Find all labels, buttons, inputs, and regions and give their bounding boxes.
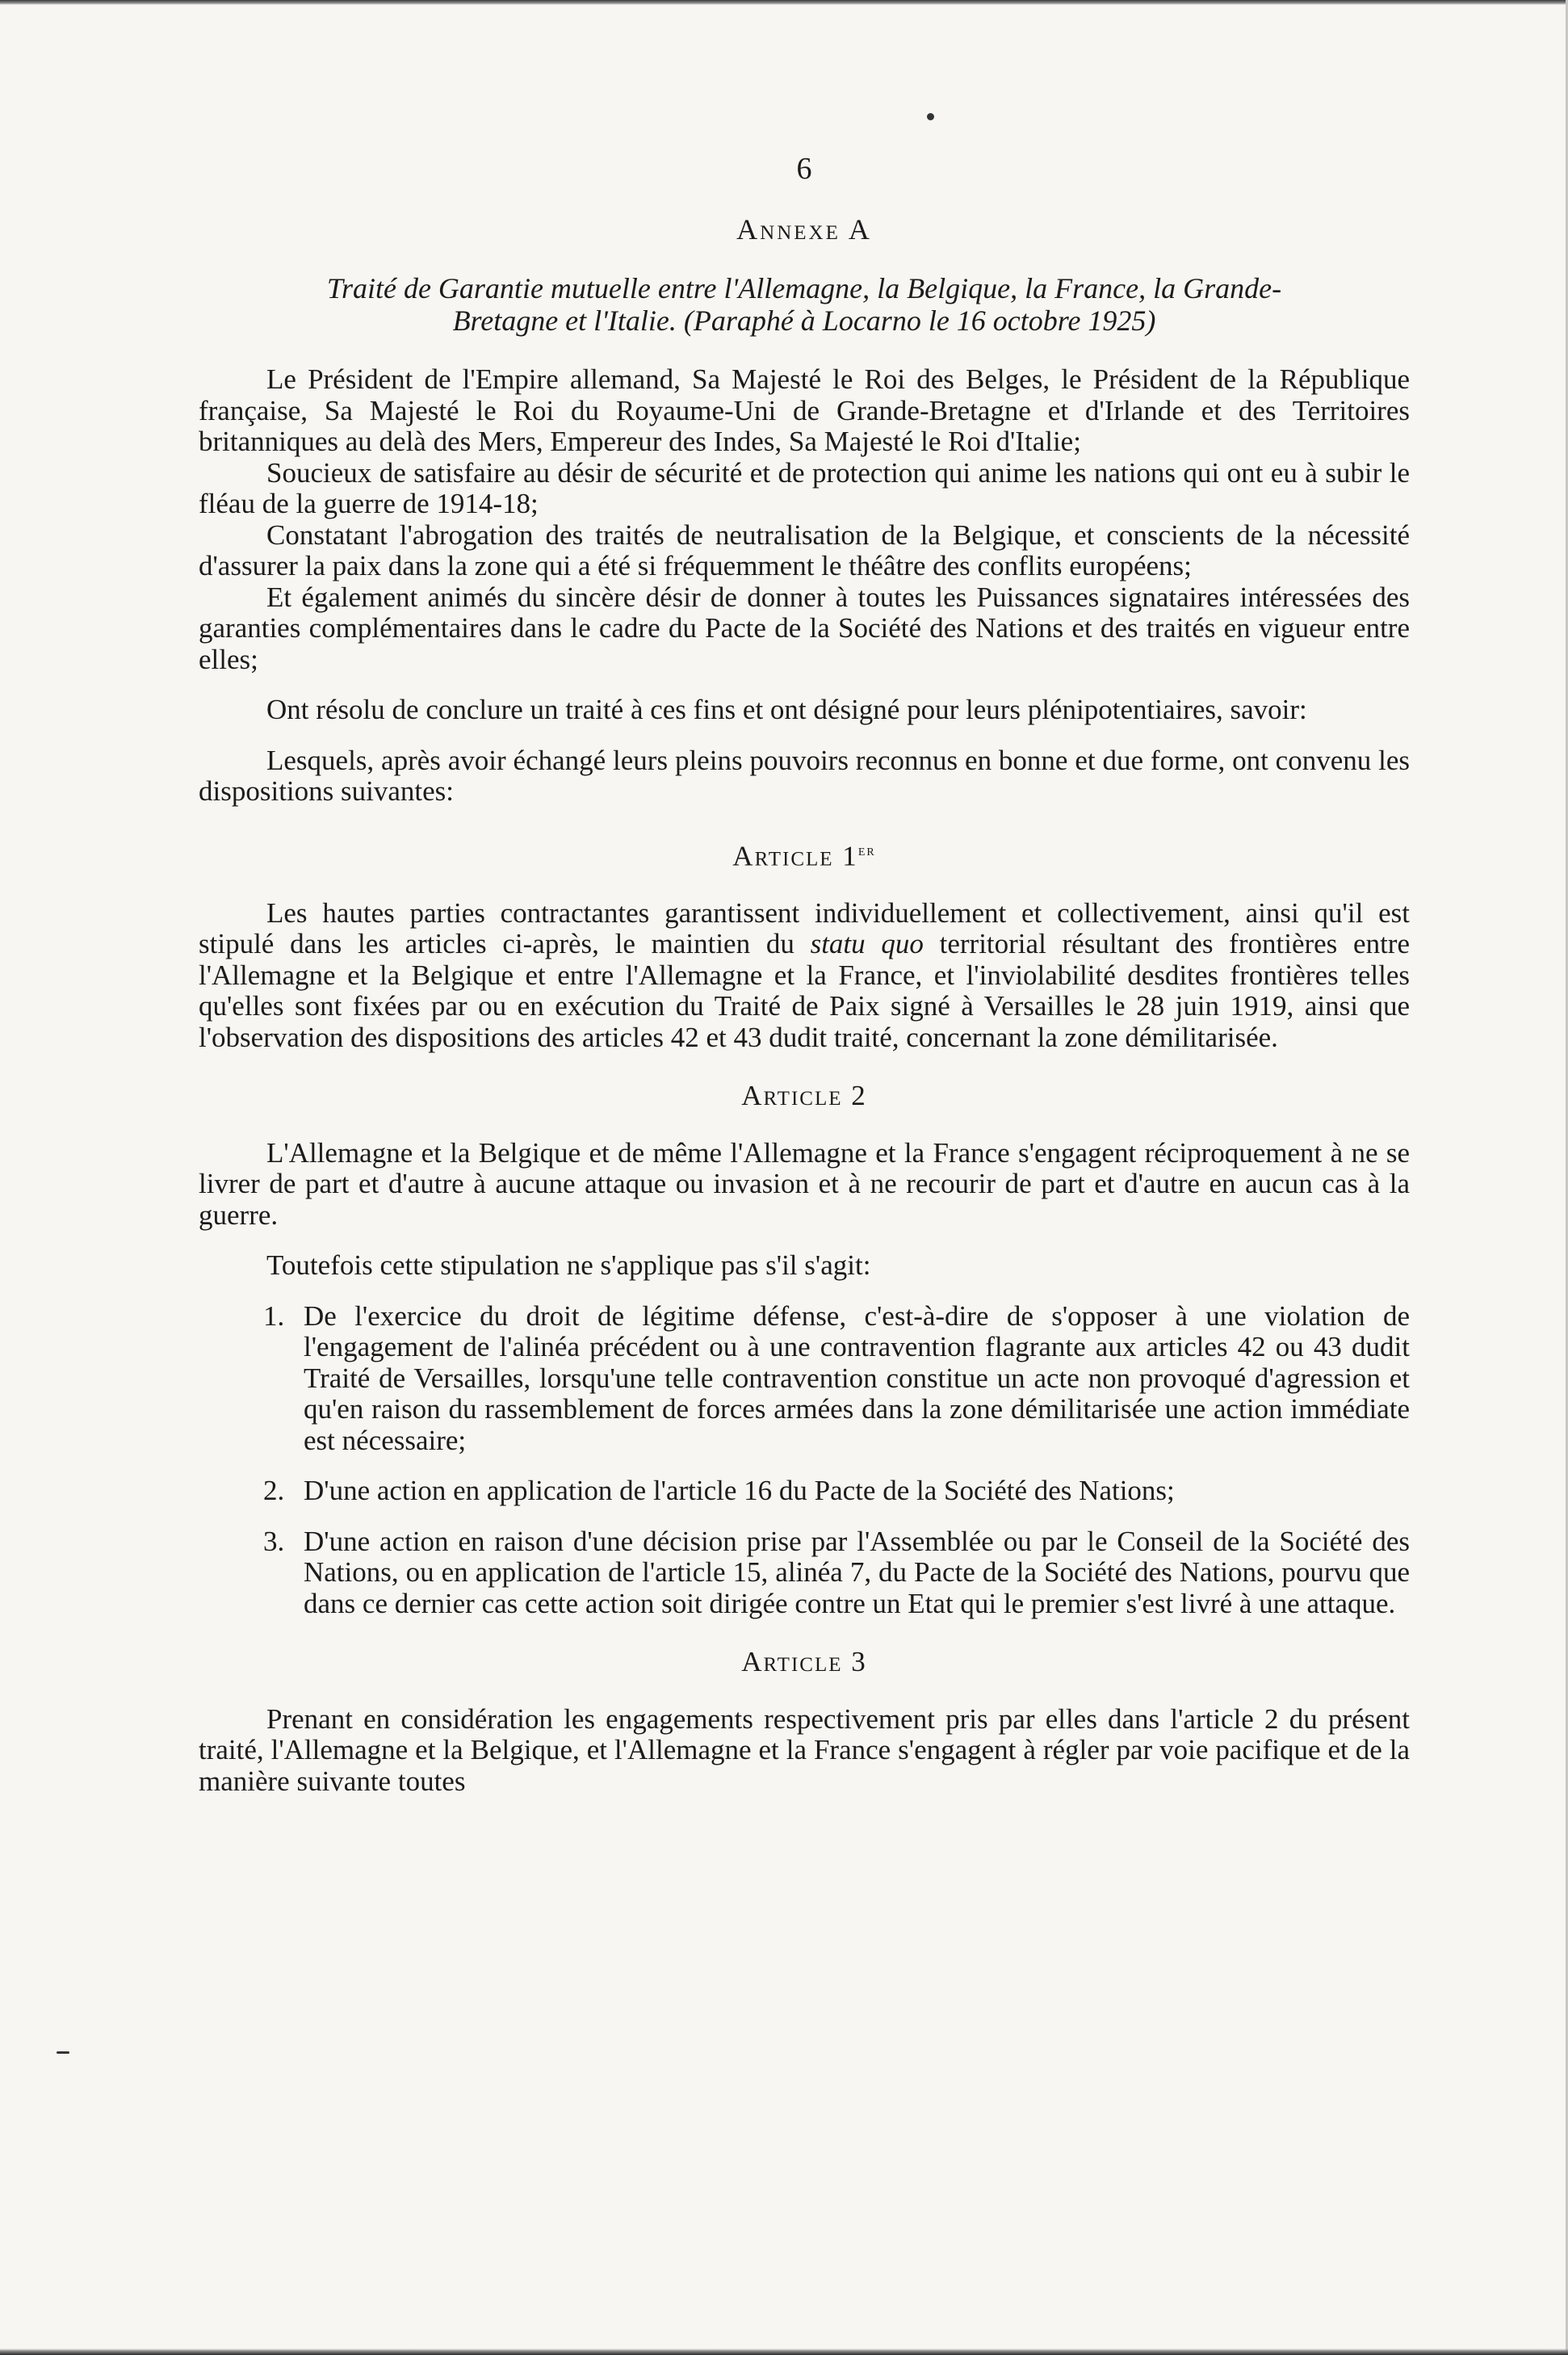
article-2 xyxy=(199,1081,1410,1619)
treaty-title xyxy=(199,272,1410,337)
preamble xyxy=(199,364,1410,808)
proviso-number: 3. xyxy=(263,1525,285,1557)
scan-speck xyxy=(927,113,934,120)
preamble-paragraph: Et également animés du sincère désir de donner à toutes les Puissances signataires intéressées des garanties complémentaires dans le cadre du Pacte de la Société des Nations et des traités en vigueur entre elles; xyxy=(199,581,1410,675)
scan-speck xyxy=(57,2051,69,2054)
article-text-italic: statu quo xyxy=(810,928,924,960)
preamble-paragraph: Soucieux de satisfaire au désir de sécurité et de protection qui anime les nations qui ont eu à subir le fléau de la guerre de 1914-18; xyxy=(199,456,1410,519)
article-paragraph: Prenant en considération les engagements respectivement pris par elles dans l'article 2 du présent traité, l'Allemagne et la Belgique, et l'Allemagne et la France s'engagent à régler par voie pacifique et de la manière suivante toutes xyxy=(199,1702,1410,1797)
proviso-item xyxy=(199,1301,1410,1457)
scan-bottom-edge xyxy=(0,2349,1568,2355)
scan-top-edge xyxy=(0,0,1568,5)
article-heading-superscript: er xyxy=(857,841,876,859)
article-paragraph xyxy=(199,898,1410,1054)
treaty-title-line: Bretagne et l'Italie. (Paraphé à Locarno le 16 octobre 1925) xyxy=(452,304,1156,337)
preamble-paragraph: Lesquels, après avoir échangé leurs pleins pouvoirs reconnus en bonne et due forme, ont convenu les dispositions suivantes: xyxy=(199,744,1410,807)
article-heading: Article 3 xyxy=(741,1646,867,1678)
article-text: Les hautes parties contractantes garantissent individuellement et collectivement, ainsi qu'il est stipulé dans les articles ci-après, le maintien du xyxy=(199,896,1410,960)
proviso-number: 1. xyxy=(263,1299,285,1332)
document-page xyxy=(199,153,1410,1797)
page-number: 6 xyxy=(796,152,812,186)
article-heading: Article 2 xyxy=(741,1080,867,1112)
article-heading xyxy=(199,835,1410,872)
treaty-title-line: Traité de Garantie mutuelle entre l'Allemagne, la Belgique, la France, la Grande- xyxy=(326,272,1282,304)
article-paragraph: Toutefois cette stipulation ne s'applique pas s'il s'agit: xyxy=(266,1249,871,1282)
preamble-paragraph: Constatant l'abrogation des traités de neutralisation de la Belgique, et conscients de la nécessité d'assurer la paix dans la zone qui a été si fréquemment le théâtre des conflits européens; xyxy=(199,518,1410,581)
article-3 xyxy=(199,1647,1410,1797)
proviso-text: De l'exercice du droit de légitime défense, c'est-à-dire de s'opposer à une violation de l'engagement de l'alinéa précédent ou à une contravention flagrante aux articles 42 ou 43 dudit Traité de Versailles, lorsqu'une telle contravention constitue un acte non provoqué d'agression et qu'en raison du rassemblement de forces armées dans la zone démilitarisée une action immédiate est nécessaire; xyxy=(304,1299,1410,1456)
proviso-item xyxy=(199,1476,1410,1507)
proviso-text: D'une action en raison d'une décision prise par l'Assemblée ou par le Conseil de la Société des Nations, ou en application de l'article 15, alinéa 7, du Pacte de la Société des Nations, pourvu que dans ce dernier cas cette action soit dirigée contre un Etat qui le premier s'est livré à une attaque. xyxy=(304,1525,1410,1619)
proviso-number: 2. xyxy=(263,1475,285,1507)
annex-title: Annexe A xyxy=(736,212,872,246)
article-1 xyxy=(199,835,1410,1054)
proviso-text: D'une action en application de l'article 16 du Pacte de la Société des Nations; xyxy=(304,1475,1175,1507)
proviso-item xyxy=(199,1526,1410,1620)
article-text: territorial résultant des frontières entre l'Allemagne et la Belgique et entre l'Allemagne et la France, et l'inviolabilité desdites frontières telles qu'elles sont fixées par ou en exécution du Traité de Paix signé à Versailles le 28 juin 1919, ainsi que l'observation des dispositions des articles 42 et 43 dudit traité, concernant la zone démilitarisée. xyxy=(199,928,1410,1053)
proviso-list xyxy=(199,1301,1410,1620)
preamble-paragraph: Le Président de l'Empire allemand, Sa Majesté le Roi des Belges, le Président de la République française, Sa Majesté le Roi du Royaume-Uni de Grande-Bretagne et d'Irlande et des Territoires britanniques au delà des Mers, Empereur des Indes, Sa Majesté le Roi d'Italie; xyxy=(199,363,1410,457)
article-paragraph: L'Allemagne et la Belgique et de même l'Allemagne et la France s'engagent réciproquement à ne se livrer de part et d'autre à aucune attaque ou invasion et à ne recourir de part et d'autre en aucun cas à la guerre. xyxy=(199,1136,1410,1231)
preamble-paragraph: Ont résolu de conclure un traité à ces fins et ont désigné pour leurs plénipotentiaires, savoir: xyxy=(266,694,1307,725)
article-heading-text: Article 1 xyxy=(732,840,858,872)
